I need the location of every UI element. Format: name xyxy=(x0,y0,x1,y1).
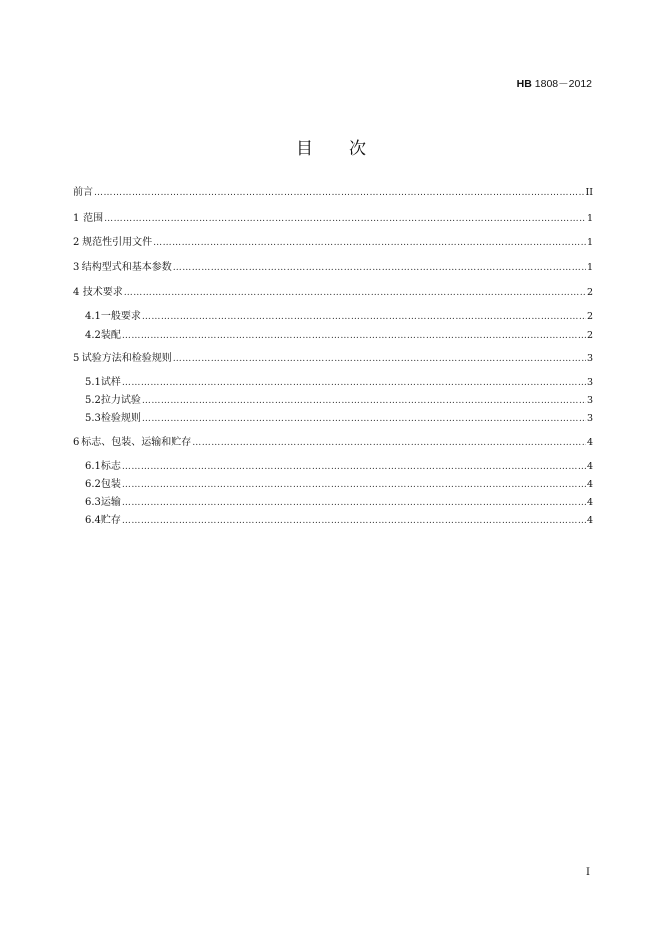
toc-entry-label: 前言 xyxy=(73,187,93,198)
toc-entry-page: 3 xyxy=(586,353,593,364)
dot-leader xyxy=(122,376,586,390)
toc-entry-label: 规范性引用文件 xyxy=(82,237,153,248)
toc-entry-number: 6.4 xyxy=(85,515,101,526)
dot-leader xyxy=(122,478,586,492)
toc-entry-number: 6.3 xyxy=(85,497,101,508)
page-title: 目次 xyxy=(296,139,402,159)
toc-entry[interactable] xyxy=(73,261,593,275)
toc-entry-page: 1 xyxy=(586,213,593,224)
toc-entry-page: 4 xyxy=(586,497,593,508)
toc-entry[interactable] xyxy=(85,496,593,510)
toc-entry[interactable] xyxy=(73,212,593,226)
toc-entry-label: 检验规则 xyxy=(100,413,141,424)
toc-entry-number: 5.3 xyxy=(85,413,101,424)
toc-entry[interactable] xyxy=(85,394,593,408)
dot-leader xyxy=(173,261,586,275)
toc-entry-number: 4 xyxy=(73,287,80,298)
toc-entry[interactable] xyxy=(85,310,593,324)
dot-leader xyxy=(122,329,586,343)
toc-entry[interactable] xyxy=(73,186,593,200)
toc-entry-page: 1 xyxy=(586,237,593,248)
dot-leader xyxy=(94,186,584,200)
toc-entry[interactable] xyxy=(73,236,593,250)
dot-leader xyxy=(122,496,586,510)
dot-leader xyxy=(142,412,586,426)
document-code xyxy=(517,76,592,91)
dot-leader xyxy=(124,286,586,300)
dot-leader xyxy=(173,352,586,366)
dot-leader xyxy=(192,436,586,450)
toc-entry-number: 6.2 xyxy=(85,479,101,490)
toc-entry-page: II xyxy=(585,187,593,198)
toc-entry-page: 1 xyxy=(586,262,593,273)
toc-entry-page: 2 xyxy=(586,311,593,322)
toc-entry-number: 3 xyxy=(73,262,80,273)
toc-entry[interactable] xyxy=(85,478,593,492)
toc-entry-number: 5.2 xyxy=(85,395,101,406)
toc-entry-label: 试验方法和检验规则 xyxy=(81,353,172,364)
toc-entry[interactable] xyxy=(73,286,593,300)
toc-entry[interactable] xyxy=(85,460,593,474)
dot-leader xyxy=(142,394,586,408)
toc-entry-page: 2 xyxy=(586,330,593,341)
toc-entry[interactable] xyxy=(73,436,593,450)
footer-page-number: I xyxy=(586,867,590,878)
standard-number: 1808－2012 xyxy=(534,78,592,90)
toc-entry-label: 一般要求 xyxy=(100,311,141,322)
toc-entry-label: 装配 xyxy=(100,330,121,341)
dot-leader xyxy=(122,514,586,528)
toc-entry-number: 2 xyxy=(73,237,80,248)
standard-prefix: HB xyxy=(516,78,532,90)
toc-entry-number: 5.1 xyxy=(85,377,101,388)
toc-entry[interactable] xyxy=(73,352,593,366)
toc-entry-page: 4 xyxy=(586,437,593,448)
toc-entry-label: 包装 xyxy=(100,479,121,490)
toc-entry-number: 5 xyxy=(73,353,80,364)
toc-entry[interactable] xyxy=(85,514,593,528)
dot-leader xyxy=(104,212,586,226)
toc-entry-page: 4 xyxy=(586,479,593,490)
toc-entry-number: 6.1 xyxy=(85,461,101,472)
toc-entry-page: 3 xyxy=(586,377,593,388)
dot-leader xyxy=(122,460,586,474)
toc-entry-label: 标志 xyxy=(100,461,121,472)
toc-entry-page: 3 xyxy=(586,413,593,424)
toc-entry-label: 范围 xyxy=(83,213,104,224)
dot-leader xyxy=(153,236,586,250)
toc-entry-label: 结构型式和基本参数 xyxy=(81,262,172,273)
toc-entry[interactable] xyxy=(85,329,593,343)
toc-entry-number: 1 xyxy=(73,213,80,224)
toc-entry-label: 标志、包装、运输和贮存 xyxy=(81,437,192,448)
toc-entry-page: 4 xyxy=(586,515,593,526)
toc-entry-label: 运输 xyxy=(100,497,121,508)
toc-entry[interactable] xyxy=(85,376,593,390)
toc-entry-number: 4.2 xyxy=(85,330,101,341)
toc-entry-label: 试样 xyxy=(100,377,121,388)
toc-entry-number: 6 xyxy=(73,437,80,448)
dot-leader xyxy=(142,310,586,324)
toc-entry[interactable] xyxy=(85,412,593,426)
toc-entry-label: 技术要求 xyxy=(82,287,123,298)
toc-entry-label: 贮存 xyxy=(100,515,121,526)
toc-entry-label: 拉力试验 xyxy=(100,395,141,406)
toc-entry-page: 3 xyxy=(586,395,593,406)
toc-entry-page: 2 xyxy=(586,287,593,298)
toc-entry-number: 4.1 xyxy=(85,311,101,322)
toc-entry-page: 4 xyxy=(586,461,593,472)
